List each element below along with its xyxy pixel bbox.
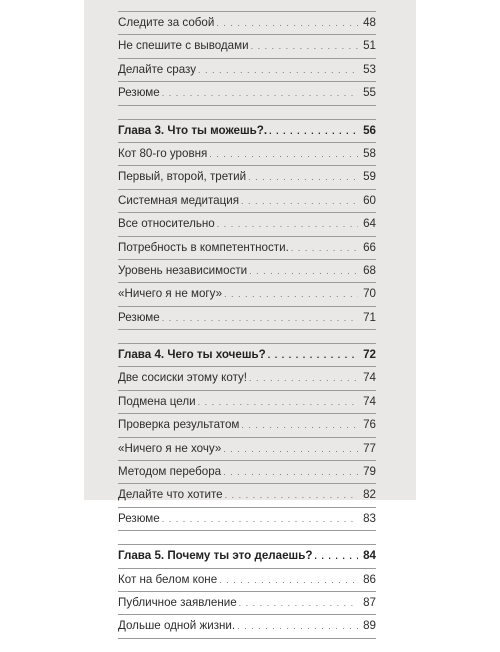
entry-title: Следите за собой: [118, 16, 215, 29]
entry-page: 76: [363, 418, 376, 432]
leader-dots: [162, 508, 358, 530]
leader-dots: [225, 484, 358, 506]
entry-title: Резюме: [118, 310, 160, 324]
toc-entry: [118, 190, 376, 212]
entry-title: «Ничего я не могу»: [118, 287, 223, 301]
entry-page: 77: [363, 441, 376, 455]
divider: [118, 530, 376, 531]
entry-title: Потребность в компетентности.: [118, 240, 289, 254]
book-page: [84, 0, 416, 633]
toc-entry: [118, 35, 376, 57]
leader-dots: [223, 461, 358, 483]
entry-title: «Ничего я не хочу»: [118, 441, 222, 455]
leader-dots: [249, 260, 358, 282]
entry-title: Кот на белом коне: [118, 572, 218, 586]
leader-dots: [269, 120, 358, 142]
entry-page: 66: [363, 240, 376, 254]
entry-page: 59: [363, 170, 376, 184]
entry-page: 70: [363, 287, 376, 301]
entry-page: 71: [363, 310, 376, 324]
entry-page: 60: [363, 193, 376, 207]
entry-title: Резюме: [118, 511, 160, 525]
toc-entry: [118, 508, 376, 530]
toc-entry: [118, 438, 376, 460]
leader-dots: [239, 592, 358, 614]
entry-title: Проверка результатом: [118, 418, 240, 432]
leader-dots: [162, 82, 358, 104]
leader-dots: [241, 190, 358, 212]
entry-title: Кот 80-го уровня: [118, 146, 208, 160]
toc-entry: [118, 414, 376, 436]
toc-entry: [118, 283, 376, 305]
toc-entry: [118, 367, 376, 389]
toc-entry: [118, 592, 376, 614]
leader-dots: [198, 59, 358, 81]
toc-entry: [118, 569, 376, 591]
toc-entry: [118, 213, 376, 235]
entry-page: 51: [363, 39, 376, 53]
leader-dots: [314, 545, 358, 567]
toc-entry: [118, 615, 376, 637]
entry-title: Уровень независимости: [118, 263, 248, 277]
toc-entry: [118, 82, 376, 104]
divider: [118, 105, 376, 106]
toc-section: [118, 343, 376, 531]
leader-dots: [198, 391, 358, 413]
divider: [118, 329, 376, 330]
toc-entry: [118, 12, 376, 34]
entry-page: 86: [363, 572, 376, 586]
entry-title: Системная медитация: [118, 193, 240, 207]
leader-dots: [251, 35, 358, 57]
divider: [118, 638, 376, 639]
leader-dots: [209, 143, 358, 165]
leader-dots: [162, 307, 358, 329]
leader-dots: [216, 12, 358, 34]
toc-entry: [118, 166, 376, 188]
entry-page: 74: [363, 394, 376, 408]
toc-section: [118, 544, 376, 639]
chapter-page: 56: [363, 123, 376, 137]
entry-page: 68: [363, 263, 376, 277]
entry-page: 89: [363, 619, 376, 633]
leader-dots: [248, 166, 358, 188]
toc-entry: [118, 237, 376, 259]
entry-title: Все относительно: [118, 217, 215, 231]
chapter-page: 84: [363, 549, 376, 563]
toc-entry: [118, 391, 376, 413]
toc-entry: [118, 484, 376, 506]
leader-dots: [223, 438, 358, 460]
chapter-heading: [118, 120, 376, 142]
chapter-heading: [118, 344, 376, 366]
chapter-title: Глава 4. Чего ты хочешь?: [118, 348, 266, 362]
entry-page: 87: [363, 595, 376, 609]
entry-page: 83: [363, 511, 376, 525]
entry-title: Делайте сразу: [118, 62, 196, 76]
entry-title: Не спешите с выводами: [118, 39, 249, 53]
entry-page: 55: [363, 86, 376, 100]
entry-title: Первый, второй, третий: [118, 170, 247, 184]
toc-section: [118, 119, 376, 331]
entry-title: Две сосиски этому коту!: [118, 371, 248, 385]
chapter-heading: [118, 545, 376, 567]
toc-entry: [118, 260, 376, 282]
toc-entry: [118, 59, 376, 81]
toc-entry: [118, 461, 376, 483]
entry-page: 64: [363, 217, 376, 231]
entry-page: 74: [363, 371, 376, 385]
entry-title: Методом перебора: [118, 465, 222, 479]
entry-page: 82: [363, 488, 376, 502]
entry-title: Резюме: [118, 86, 160, 100]
toc-section: [118, 11, 376, 106]
leader-dots: [268, 344, 358, 366]
entry-page: 58: [363, 146, 376, 160]
leader-dots: [237, 615, 358, 637]
entry-title: Подмена цели: [118, 394, 196, 408]
entry-title: Делайте что хотите: [118, 488, 223, 502]
leader-dots: [291, 237, 358, 259]
entry-page: 79: [363, 465, 376, 479]
table-of-contents: [118, 11, 376, 652]
chapter-title: Глава 5. Почему ты это делаешь?: [118, 549, 313, 563]
toc-entry: [118, 307, 376, 329]
leader-dots: [241, 414, 358, 436]
chapter-title: Глава 3. Что ты можешь?.: [118, 123, 268, 137]
toc-entry: [118, 143, 376, 165]
entry-title: Дольше одной жизни.: [118, 619, 236, 633]
entry-page: 48: [363, 16, 376, 29]
entry-title: Публичное заявление: [118, 595, 237, 609]
entry-page: 53: [363, 62, 376, 76]
leader-dots: [219, 569, 358, 591]
leader-dots: [249, 367, 358, 389]
leader-dots: [224, 283, 358, 305]
leader-dots: [217, 213, 358, 235]
chapter-page: 72: [363, 348, 376, 362]
